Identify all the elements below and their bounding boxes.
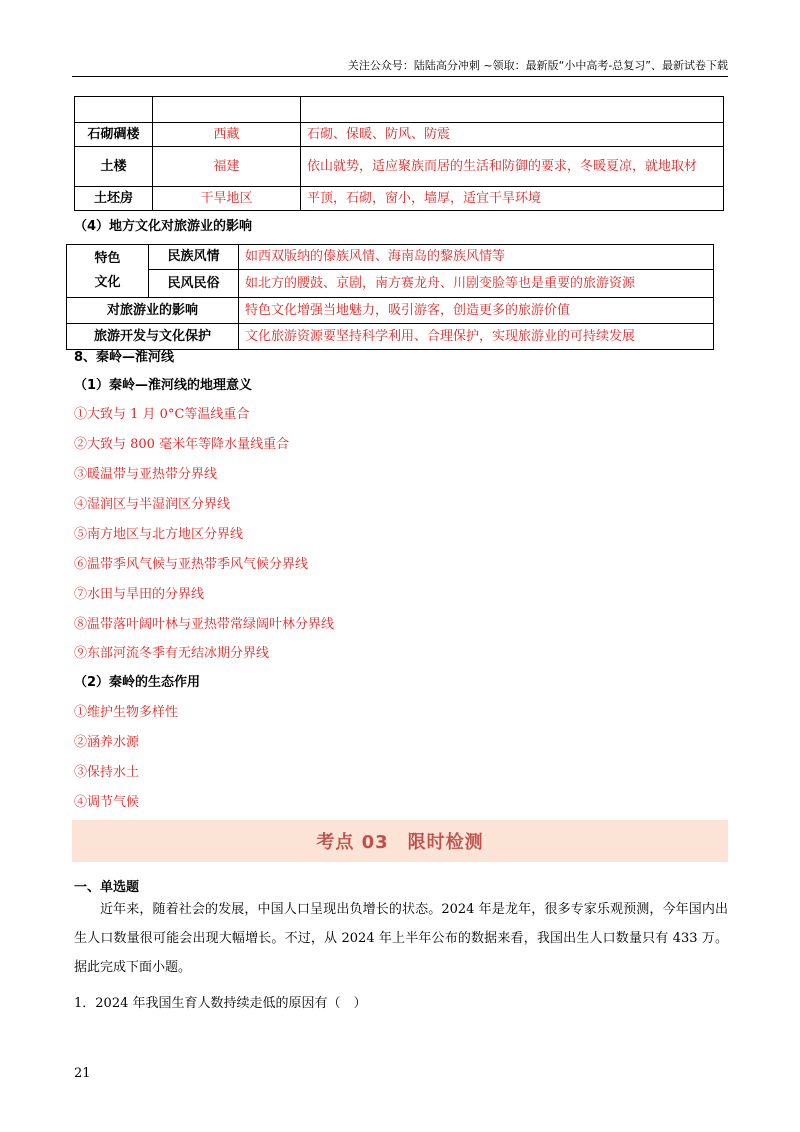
table-row <box>75 147 724 187</box>
dwelling-place: 福建 <box>153 147 301 187</box>
table-row <box>75 187 724 211</box>
page-number: 21 <box>74 1066 91 1081</box>
list-item: ④调节气候 <box>74 795 140 810</box>
row-value: 如北方的腰鼓、京剧，南方赛龙舟、川剧变脸等也是重要的旅游资源 <box>239 270 714 298</box>
list-item: ③保持水土 <box>74 765 140 780</box>
table-row <box>75 123 724 147</box>
section-4-title: （4）地方文化对旅游业的影响 <box>74 219 253 234</box>
table-row <box>75 97 724 123</box>
banner-title: 考点 03 限时检测 <box>316 832 484 853</box>
culture-tourism-table <box>66 244 714 350</box>
dwelling-place: 西藏 <box>153 123 301 147</box>
dwelling-feature: 依山就势，适应聚族而居的生活和防御的要求，冬暖夏凉，就地取材 <box>301 147 724 187</box>
dwelling-name: 石砌碉楼 <box>75 123 153 147</box>
list-item: ⑥温带季风气候与亚热带季风气候分界线 <box>74 557 309 572</box>
subsection-title: （1）秦岭—淮河线的地理意义 <box>74 378 253 393</box>
subsection-title: （2）秦岭的生态作用 <box>74 675 201 690</box>
row-label: 民风民俗 <box>149 270 239 298</box>
dwelling-name: 土楼 <box>75 147 153 187</box>
row-value: 如西双版纳的傣族风情、海南岛的黎族风情等 <box>239 245 714 270</box>
list-item: ①大致与 1 月 0°C等温线重合 <box>74 407 250 422</box>
dwelling-name: 土坯房 <box>75 187 153 211</box>
list-item: ①维护生物多样性 <box>74 705 179 720</box>
group-label: 特色 <box>94 251 121 266</box>
list-item: ⑦水田与旱田的分界线 <box>74 587 205 602</box>
table-row <box>67 324 714 350</box>
row-value: 特色文化增强当地魅力，吸引游客，创造更多的旅游价值 <box>239 298 714 324</box>
row-value: 文化旅游资源要坚持科学利用、合理保护，实现旅游业的可持续发展 <box>239 324 714 350</box>
dwelling-feature: 石砌、保暖、防风、防震 <box>301 123 724 147</box>
question-stem: 近年来，随着社会的发展，中国人口呈现出负增长的状态。2024 年是龙年，很多专家乐观预测，今年国内出生人口数量很可能会出现大幅增长。不过，从 2024 年上半年公布的数据来看，我国出生人口数量只有 433 万。据此完成下面小题。 <box>74 902 728 975</box>
question-item: 1．2024 年我国生育人数持续走低的原因有（ ） <box>74 996 367 1011</box>
question-section-title: 一、单选题 <box>74 880 140 895</box>
list-item: ②涵养水源 <box>74 735 140 750</box>
table-row <box>67 245 714 270</box>
list-item: ⑤南方地区与北方地区分界线 <box>74 527 244 542</box>
row-label: 旅游开发与文化保护 <box>67 324 239 350</box>
table-row <box>67 270 714 298</box>
table-row <box>67 298 714 324</box>
dwelling-table <box>74 96 724 211</box>
header-divider <box>72 76 728 77</box>
list-item: ⑧温带落叶阔叶林与亚热带常绿阔叶林分界线 <box>74 617 335 632</box>
dwelling-feature: 平顶，石砌，窗小，墙厚，适宜干旱环境 <box>301 187 724 211</box>
list-item: ③暖温带与亚热带分界线 <box>74 467 218 482</box>
list-item: ②大致与 800 毫米年等降水量线重合 <box>74 437 290 452</box>
section-8-title: 8、秦岭—淮河线 <box>74 350 175 365</box>
section-banner <box>72 820 728 862</box>
list-item: ⑨东部河流冬季有无结冰期分界线 <box>74 646 270 661</box>
dwelling-place: 干旱地区 <box>153 187 301 211</box>
page-header: 关注公众号：陆陆高分冲刺 ~领取：最新版“小中高考-总复习”、最新试卷下载 <box>347 59 728 72</box>
list-item: ④湿润区与半湿润区分界线 <box>74 497 231 512</box>
row-label: 民族风情 <box>149 245 239 270</box>
group-label: 文化 <box>94 275 121 290</box>
row-label: 对旅游业的影响 <box>67 298 239 324</box>
